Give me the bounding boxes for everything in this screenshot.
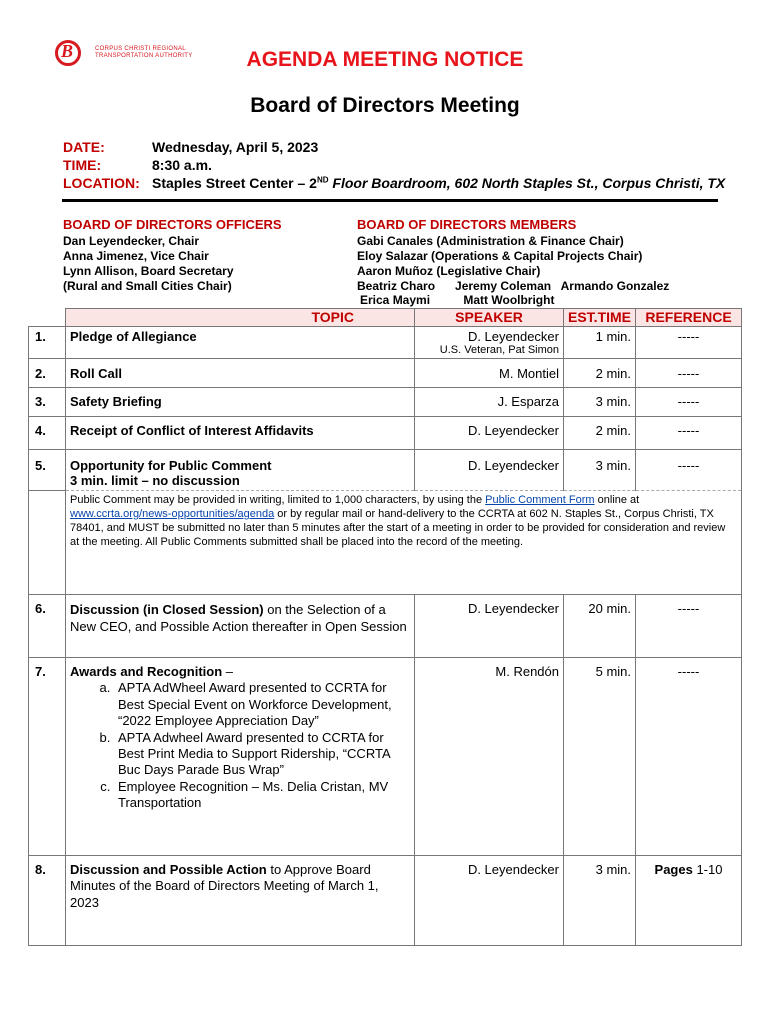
location-line <box>63 175 725 191</box>
item-reference: ----- <box>636 417 742 450</box>
item-number: 8. <box>29 856 66 946</box>
table-row <box>29 856 742 946</box>
table-row <box>29 658 742 856</box>
list-item: a. APTA AdWheel Award presented to CCRTA for Best Special Event on Workforce Development, “2022 Employee Appreciation Day” <box>114 680 410 729</box>
officers-heading: BOARD OF DIRECTORS OFFICERS <box>63 217 282 232</box>
location-label: LOCATION: <box>63 175 140 191</box>
item-number: 5. <box>29 450 66 491</box>
table-row <box>29 388 742 417</box>
item-speaker: D. Leyendecker <box>415 417 564 450</box>
table-row <box>29 359 742 388</box>
public-comment-form-link[interactable]: Public Comment Form <box>485 494 595 506</box>
speaker-name: D. Leyendecker <box>467 329 559 344</box>
item-speaker: D. Leyendecker <box>415 595 564 658</box>
header-reference: REFERENCE <box>636 309 742 327</box>
agenda-table <box>28 308 742 946</box>
item-speaker: M. Rendón <box>415 658 564 856</box>
item-time: 3 min. <box>564 450 636 491</box>
speaker-note: U.S. Veteran, Pat Simon <box>439 344 559 356</box>
item-topic: Awards and Recognition – a. APTA AdWheel Award presented to CCRTA for Best Special Event on Workforce Development, “2022 Employee Appreciation Day” b. APTA Adwheel Award presented to CCRTA for Best Print Media to Support Ridership, “CCRTA Buc Days Parade Bus Wrap” c. Employee Recognition – Ms. Delia Cristan, MV Transportation <box>66 658 415 856</box>
item-number: 4. <box>29 417 66 450</box>
item-topic: Pledge of Allegiance <box>66 327 415 359</box>
list-item: c. Employee Recognition – Ms. Delia Cristan, MV Transportation <box>114 779 410 812</box>
members-heading: BOARD OF DIRECTORS MEMBERS <box>357 217 577 232</box>
topic-line: Opportunity for Public Comment <box>70 458 272 473</box>
item-number: 6. <box>29 595 66 658</box>
item-number: 2. <box>29 359 66 388</box>
item-reference: ----- <box>636 388 742 417</box>
member-line: Gabi Canales (Administration & Finance Chair) <box>357 234 624 248</box>
table-row <box>29 595 742 658</box>
meeting-title: Board of Directors Meeting <box>250 94 520 117</box>
item-speaker: D. Leyendecker <box>415 856 564 946</box>
date-value: Wednesday, April 5, 2023 <box>152 139 319 155</box>
item-time: 1 min. <box>564 327 636 359</box>
table-row <box>29 417 742 450</box>
header-divider <box>62 199 718 202</box>
item-reference: ----- <box>636 450 742 491</box>
item-topic: Discussion (in Closed Session) on the Selection of a New CEO, and Possible Action thereafter in Open Session <box>66 595 415 658</box>
item-time: 3 min. <box>564 388 636 417</box>
location-prefix: Staples Street Center – 2 <box>152 175 317 191</box>
officer-line: Dan Leyendecker, Chair <box>63 234 200 248</box>
officer-line: Lynn Allison, Board Secretary <box>63 264 234 278</box>
topic-line: 3 min. limit – no discussion <box>70 473 240 488</box>
officer-line: Anna Jimenez, Vice Chair <box>63 249 209 263</box>
item-number: 1. <box>29 327 66 359</box>
public-comment-row <box>29 491 742 595</box>
time-line <box>63 157 212 173</box>
table-row <box>29 327 742 359</box>
item-time: 20 min. <box>564 595 636 658</box>
header-time: EST.TIME <box>564 309 636 327</box>
item-time: 2 min. <box>564 417 636 450</box>
date-line <box>63 139 318 155</box>
header-speaker: SPEAKER <box>415 309 564 327</box>
item-topic: Roll Call <box>66 359 415 388</box>
table-row <box>29 450 742 491</box>
item-number: 3. <box>29 388 66 417</box>
item-reference: ----- <box>636 595 742 658</box>
item-time: 2 min. <box>564 359 636 388</box>
item-topic: Discussion and Possible Action to Approve Board Minutes of the Board of Directors Meeting of March 1, 2023 <box>66 856 415 946</box>
item-speaker: J. Esparza <box>415 388 564 417</box>
item-time: 3 min. <box>564 856 636 946</box>
date-label: DATE: <box>63 139 105 155</box>
list-item: b. APTA Adwheel Award presented to CCRTA for Best Print Media to Support Ridership, “CCRTA Buc Days Parade Bus Wrap” <box>114 730 410 779</box>
item-speaker: M. Montiel <box>415 359 564 388</box>
member-line: Aaron Muñoz (Legislative Chair) <box>357 264 541 278</box>
item-reference: ----- <box>636 658 742 856</box>
item-topic: Safety Briefing <box>66 388 415 417</box>
logo-org-name: CORPUS CHRISTI REGIONAL TRANSPORTATION AUTHORITY <box>95 46 193 59</box>
item-speaker <box>415 327 564 359</box>
logo-letter: B <box>61 41 74 61</box>
member-line: Eloy Salazar (Operations & Capital Projects Chair) <box>357 249 643 263</box>
time-value: 8:30 a.m. <box>152 157 212 173</box>
item-topic <box>66 450 415 491</box>
item-reference: Pages 1-10 <box>636 856 742 946</box>
item-time: 5 min. <box>564 658 636 856</box>
page-title: AGENDA MEETING NOTICE <box>246 48 524 71</box>
award-list <box>70 680 410 811</box>
item-number: 7. <box>29 658 66 856</box>
item-topic: Receipt of Conflict of Interest Affidavits <box>66 417 415 450</box>
item-reference: ----- <box>636 359 742 388</box>
member-line: Beatriz Charo Jeremy Coleman Armando Gonzalez <box>357 279 670 293</box>
officer-line: (Rural and Small Cities Chair) <box>63 279 232 293</box>
public-comment-text: Public Comment may be provided in writing, limited to 1,000 characters, by using the Public Comment Form online at www.ccrta.org/news-opportunities/agenda or by regular mail or hand-delivery to the CCRTA at 602 N. Staples St., Corpus Christi, TX 78401, and MUST be submitted no later than 5 minutes after the start of a meeting in order to be provided for consideration and review at the meeting. All Public Comments submitted shall be placed into the record of the meeting. <box>66 491 742 595</box>
location-suffix: Floor Boardroom, 602 North Staples St., Corpus Christi, TX <box>328 175 726 191</box>
item-reference: ----- <box>636 327 742 359</box>
location-sup: ND <box>316 175 329 185</box>
item-speaker: D. Leyendecker <box>415 450 564 491</box>
time-label: TIME: <box>63 157 102 173</box>
table-header-row <box>29 309 742 327</box>
agenda-url-link[interactable]: www.ccrta.org/news-opportunities/agenda <box>70 508 275 520</box>
member-line: Erica Maymi Matt Woolbright <box>360 293 555 307</box>
header-topic: TOPIC <box>66 309 415 327</box>
